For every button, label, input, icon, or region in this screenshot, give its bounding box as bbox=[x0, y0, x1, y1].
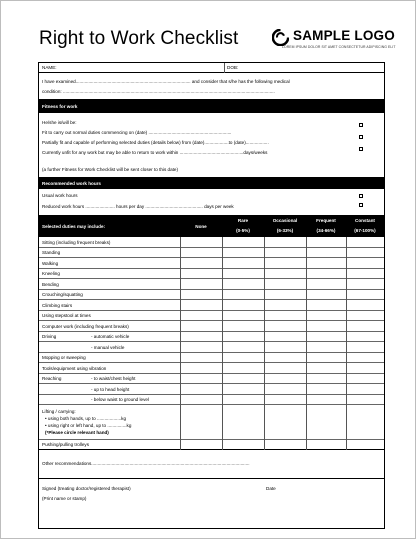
duty-cell-divider bbox=[222, 248, 223, 259]
duty-cell-divider bbox=[346, 237, 347, 248]
duty-cell-divider bbox=[180, 248, 181, 259]
date-label[interactable]: Date bbox=[266, 486, 276, 491]
duties-heading: Selected duties may include: bbox=[42, 224, 106, 229]
duty-cell-divider bbox=[306, 332, 307, 343]
duty-cell-divider bbox=[180, 237, 181, 248]
duty-cell-divider bbox=[346, 374, 347, 385]
duty-cell-divider bbox=[180, 342, 181, 353]
duty-cell-divider bbox=[346, 300, 347, 311]
fitness-item-fit: Fit to carry out normal duties commencing on (date) ................................................................. bbox=[42, 130, 232, 135]
fitness-section bbox=[39, 113, 384, 178]
duty-row bbox=[39, 279, 384, 290]
duty-label: Using stepstool at times bbox=[42, 313, 91, 318]
duty-cell-divider bbox=[306, 363, 307, 374]
pushing-row bbox=[39, 440, 384, 450]
duty-sub-label: - manual vehicle bbox=[91, 344, 125, 350]
fitness-note: (a further Fitness for Work Checklist will be sent closer to this date) bbox=[42, 167, 178, 172]
logo-tagline: LOREM IPSUM DOLOR SIT AMET CONSECTETUR ADIPISCING ELIT bbox=[282, 45, 396, 49]
duty-cell-divider bbox=[346, 269, 347, 280]
duty-cell-divider bbox=[264, 248, 265, 259]
duty-row bbox=[39, 290, 384, 301]
duty-row bbox=[39, 353, 384, 364]
duty-row bbox=[39, 300, 384, 311]
col-constant: Constant bbox=[355, 218, 375, 223]
duty-cell-divider bbox=[264, 353, 265, 364]
unfit-checkbox[interactable] bbox=[359, 147, 363, 151]
duty-cell-divider bbox=[264, 374, 265, 385]
duty-cell-divider bbox=[264, 279, 265, 290]
duty-row bbox=[39, 384, 384, 395]
duty-label: Bending bbox=[42, 281, 59, 287]
duty-cell-divider bbox=[264, 332, 265, 343]
recommended-section bbox=[39, 189, 384, 215]
other-recommendations-section bbox=[39, 450, 384, 479]
duty-row bbox=[39, 258, 384, 269]
fitness-item-unfit: Currently unfit for any work but may be able to return to work within ..................................................days/weeks bbox=[42, 150, 268, 155]
duty-row bbox=[39, 248, 384, 259]
duty-row bbox=[39, 237, 384, 248]
duty-cell-divider bbox=[180, 300, 181, 311]
name-dob-row bbox=[39, 63, 384, 73]
col-occasional-range: (6-33%) bbox=[276, 228, 294, 233]
duty-cell-divider bbox=[222, 279, 223, 290]
duty-cell-divider bbox=[306, 395, 307, 406]
partially-fit-checkbox[interactable] bbox=[359, 135, 363, 139]
duty-cell-divider bbox=[264, 300, 265, 311]
duty-cell-divider bbox=[306, 248, 307, 259]
signature-section bbox=[39, 479, 384, 528]
duty-cell-divider bbox=[222, 384, 223, 395]
duty-cell-divider bbox=[346, 311, 347, 322]
sample-logo bbox=[272, 28, 396, 52]
lifting-note: (*Please circle relevant hand) bbox=[45, 430, 109, 435]
col-rare-range: (0-5%) bbox=[236, 228, 250, 233]
duty-cell-divider bbox=[180, 269, 181, 280]
duty-cell-divider bbox=[180, 321, 181, 332]
duty-cell-divider bbox=[306, 353, 307, 364]
duty-cell-divider bbox=[306, 300, 307, 311]
duty-cell-divider bbox=[264, 342, 265, 353]
duty-cell-divider bbox=[306, 258, 307, 269]
duty-cell-divider bbox=[306, 311, 307, 322]
duty-label: Mopping or sweeping bbox=[42, 355, 86, 360]
duty-sub-label: - below waist to ground level bbox=[91, 397, 149, 402]
duty-cell-divider bbox=[222, 290, 223, 301]
name-label: NAME: bbox=[42, 65, 57, 70]
duty-cell-divider bbox=[222, 258, 223, 269]
duty-cell-divider bbox=[306, 321, 307, 332]
duty-cell-divider bbox=[222, 395, 223, 406]
duty-cell-divider bbox=[264, 290, 265, 301]
duty-cell-divider bbox=[264, 363, 265, 374]
logo-swoosh-icon bbox=[272, 29, 289, 46]
fitness-item-partial: Partially fit and capable of performing selected duties (details below) from (date)...................to (date).................. bbox=[42, 140, 269, 145]
signed-label[interactable]: Signed (treating doctor/registered therapist) bbox=[42, 486, 131, 491]
duty-cell-divider bbox=[222, 300, 223, 311]
duty-cell-divider bbox=[264, 395, 265, 406]
duty-cell-divider bbox=[180, 374, 181, 385]
other-recommendations[interactable]: Other recommendations............................................................................................................................ bbox=[42, 461, 250, 466]
duty-cell-divider bbox=[346, 258, 347, 269]
duty-label: Kneeling bbox=[42, 271, 60, 276]
duty-cell-divider bbox=[222, 342, 223, 353]
duty-cell-divider bbox=[222, 374, 223, 385]
duties-header bbox=[39, 215, 384, 237]
duty-cell-divider bbox=[222, 332, 223, 343]
duty-label: Tools/equipment using vibration bbox=[42, 365, 107, 371]
duty-cell-divider bbox=[346, 395, 347, 406]
duty-cell-divider bbox=[180, 353, 181, 364]
duty-cell-divider bbox=[346, 353, 347, 364]
fitness-intro: He/she is/will be: bbox=[42, 120, 77, 125]
duty-sub-label: - to waist/chest height bbox=[91, 376, 136, 381]
fitness-heading: Fitness for work bbox=[42, 104, 78, 109]
duty-row bbox=[39, 332, 384, 343]
duty-cell-divider bbox=[346, 248, 347, 259]
duty-cell-divider bbox=[180, 363, 181, 374]
recommended-heading: Recommended work hours bbox=[42, 181, 101, 186]
duty-cell-divider bbox=[180, 384, 181, 395]
duty-cell-divider bbox=[222, 311, 223, 322]
duty-label: Reaching bbox=[42, 376, 62, 381]
col-frequent: Frequent bbox=[316, 218, 336, 223]
duty-row bbox=[39, 342, 384, 353]
examined-section bbox=[39, 73, 384, 100]
duty-cell-divider bbox=[346, 342, 347, 353]
duty-cell-divider bbox=[264, 258, 265, 269]
recommended-heading-bar bbox=[39, 178, 384, 189]
page-title: Right to Work Checklist bbox=[39, 28, 239, 49]
logo-text: SAMPLE LOGO bbox=[293, 28, 395, 43]
duty-label: Driving bbox=[42, 334, 57, 339]
pushing-label: Pushing/pulling trolleys bbox=[42, 442, 89, 447]
col-constant-range: (67-100%) bbox=[354, 228, 376, 233]
usual-hours-label: Usual work hours bbox=[42, 193, 78, 198]
duty-row bbox=[39, 363, 384, 374]
usual-hours-checkbox[interactable] bbox=[359, 194, 363, 198]
duty-cell-divider bbox=[180, 258, 181, 269]
duty-row bbox=[39, 269, 384, 280]
duty-label: Standing bbox=[42, 250, 61, 255]
fit-checkbox[interactable] bbox=[359, 123, 363, 127]
duty-cell-divider bbox=[306, 342, 307, 353]
examined-line-1[interactable]: I have examined.......................................................................................... and consider that s/he has the following medical bbox=[42, 79, 290, 84]
duty-label: Climbing stairs bbox=[42, 302, 73, 308]
duty-cell-divider bbox=[306, 269, 307, 280]
duty-cell-divider bbox=[346, 321, 347, 332]
duty-sub-label: - up to head height bbox=[91, 386, 130, 392]
duty-cell-divider bbox=[264, 269, 265, 280]
lifting-row bbox=[39, 405, 384, 440]
duty-cell-divider bbox=[306, 374, 307, 385]
duty-cell-divider bbox=[346, 332, 347, 343]
duty-cell-divider bbox=[222, 321, 223, 332]
duty-label: Crouching/squatting bbox=[42, 292, 83, 297]
duty-cell-divider bbox=[346, 290, 347, 301]
duty-row bbox=[39, 321, 384, 332]
reduced-hours-checkbox[interactable] bbox=[359, 203, 363, 207]
col-none: None bbox=[195, 224, 207, 229]
dob-label: DOB: bbox=[227, 65, 239, 70]
duty-cell-divider bbox=[306, 237, 307, 248]
duty-cell-divider bbox=[264, 311, 265, 322]
col-occasional: Occasional bbox=[272, 218, 298, 223]
duty-cell-divider bbox=[222, 237, 223, 248]
duty-cell-divider bbox=[306, 384, 307, 395]
duty-sub-label: - automatic vehicle bbox=[91, 334, 130, 339]
col-frequent-range: (34-66%) bbox=[316, 228, 336, 233]
lifting-label: Lifting / carrying: bbox=[42, 409, 76, 414]
duty-row bbox=[39, 311, 384, 322]
duty-cell-divider bbox=[180, 332, 181, 343]
duty-label: Walking bbox=[42, 260, 59, 266]
fitness-heading-bar bbox=[39, 100, 384, 113]
duty-label: Computer work (including frequent breaks) bbox=[42, 323, 129, 329]
lifting-single-hand[interactable]: • using right or left hand, up to ...............kg bbox=[45, 423, 132, 428]
duty-cell-divider bbox=[346, 279, 347, 290]
duty-cell-divider bbox=[306, 279, 307, 290]
duty-cell-divider bbox=[222, 269, 223, 280]
examined-line-2[interactable]: condition: ...................................................................................................................................................................... bbox=[42, 89, 275, 94]
duty-cell-divider bbox=[264, 237, 265, 248]
duty-cell-divider bbox=[222, 363, 223, 374]
duty-cell-divider bbox=[222, 353, 223, 364]
duty-cell-divider bbox=[180, 395, 181, 406]
checklist-form bbox=[38, 62, 385, 529]
reduced-hours-label: Reduced work hours ....................... hours per day ............................................. days per week bbox=[42, 204, 234, 209]
duty-cell-divider bbox=[346, 384, 347, 395]
duty-cell-divider bbox=[264, 321, 265, 332]
lifting-both-hands[interactable]: • using both hands, up to ...................kg bbox=[45, 416, 127, 421]
print-name-label: (Print name or stamp) bbox=[42, 496, 87, 501]
duty-cell-divider bbox=[180, 311, 181, 322]
duty-cell-divider bbox=[306, 290, 307, 301]
duty-cell-divider bbox=[180, 290, 181, 301]
col-rare: Rare bbox=[237, 218, 249, 223]
duty-row bbox=[39, 374, 384, 385]
duty-cell-divider bbox=[264, 384, 265, 395]
duty-cell-divider bbox=[346, 363, 347, 374]
duty-row bbox=[39, 395, 384, 406]
duty-label: Sitting (including frequent breaks) bbox=[42, 239, 111, 245]
duty-cell-divider bbox=[180, 279, 181, 290]
